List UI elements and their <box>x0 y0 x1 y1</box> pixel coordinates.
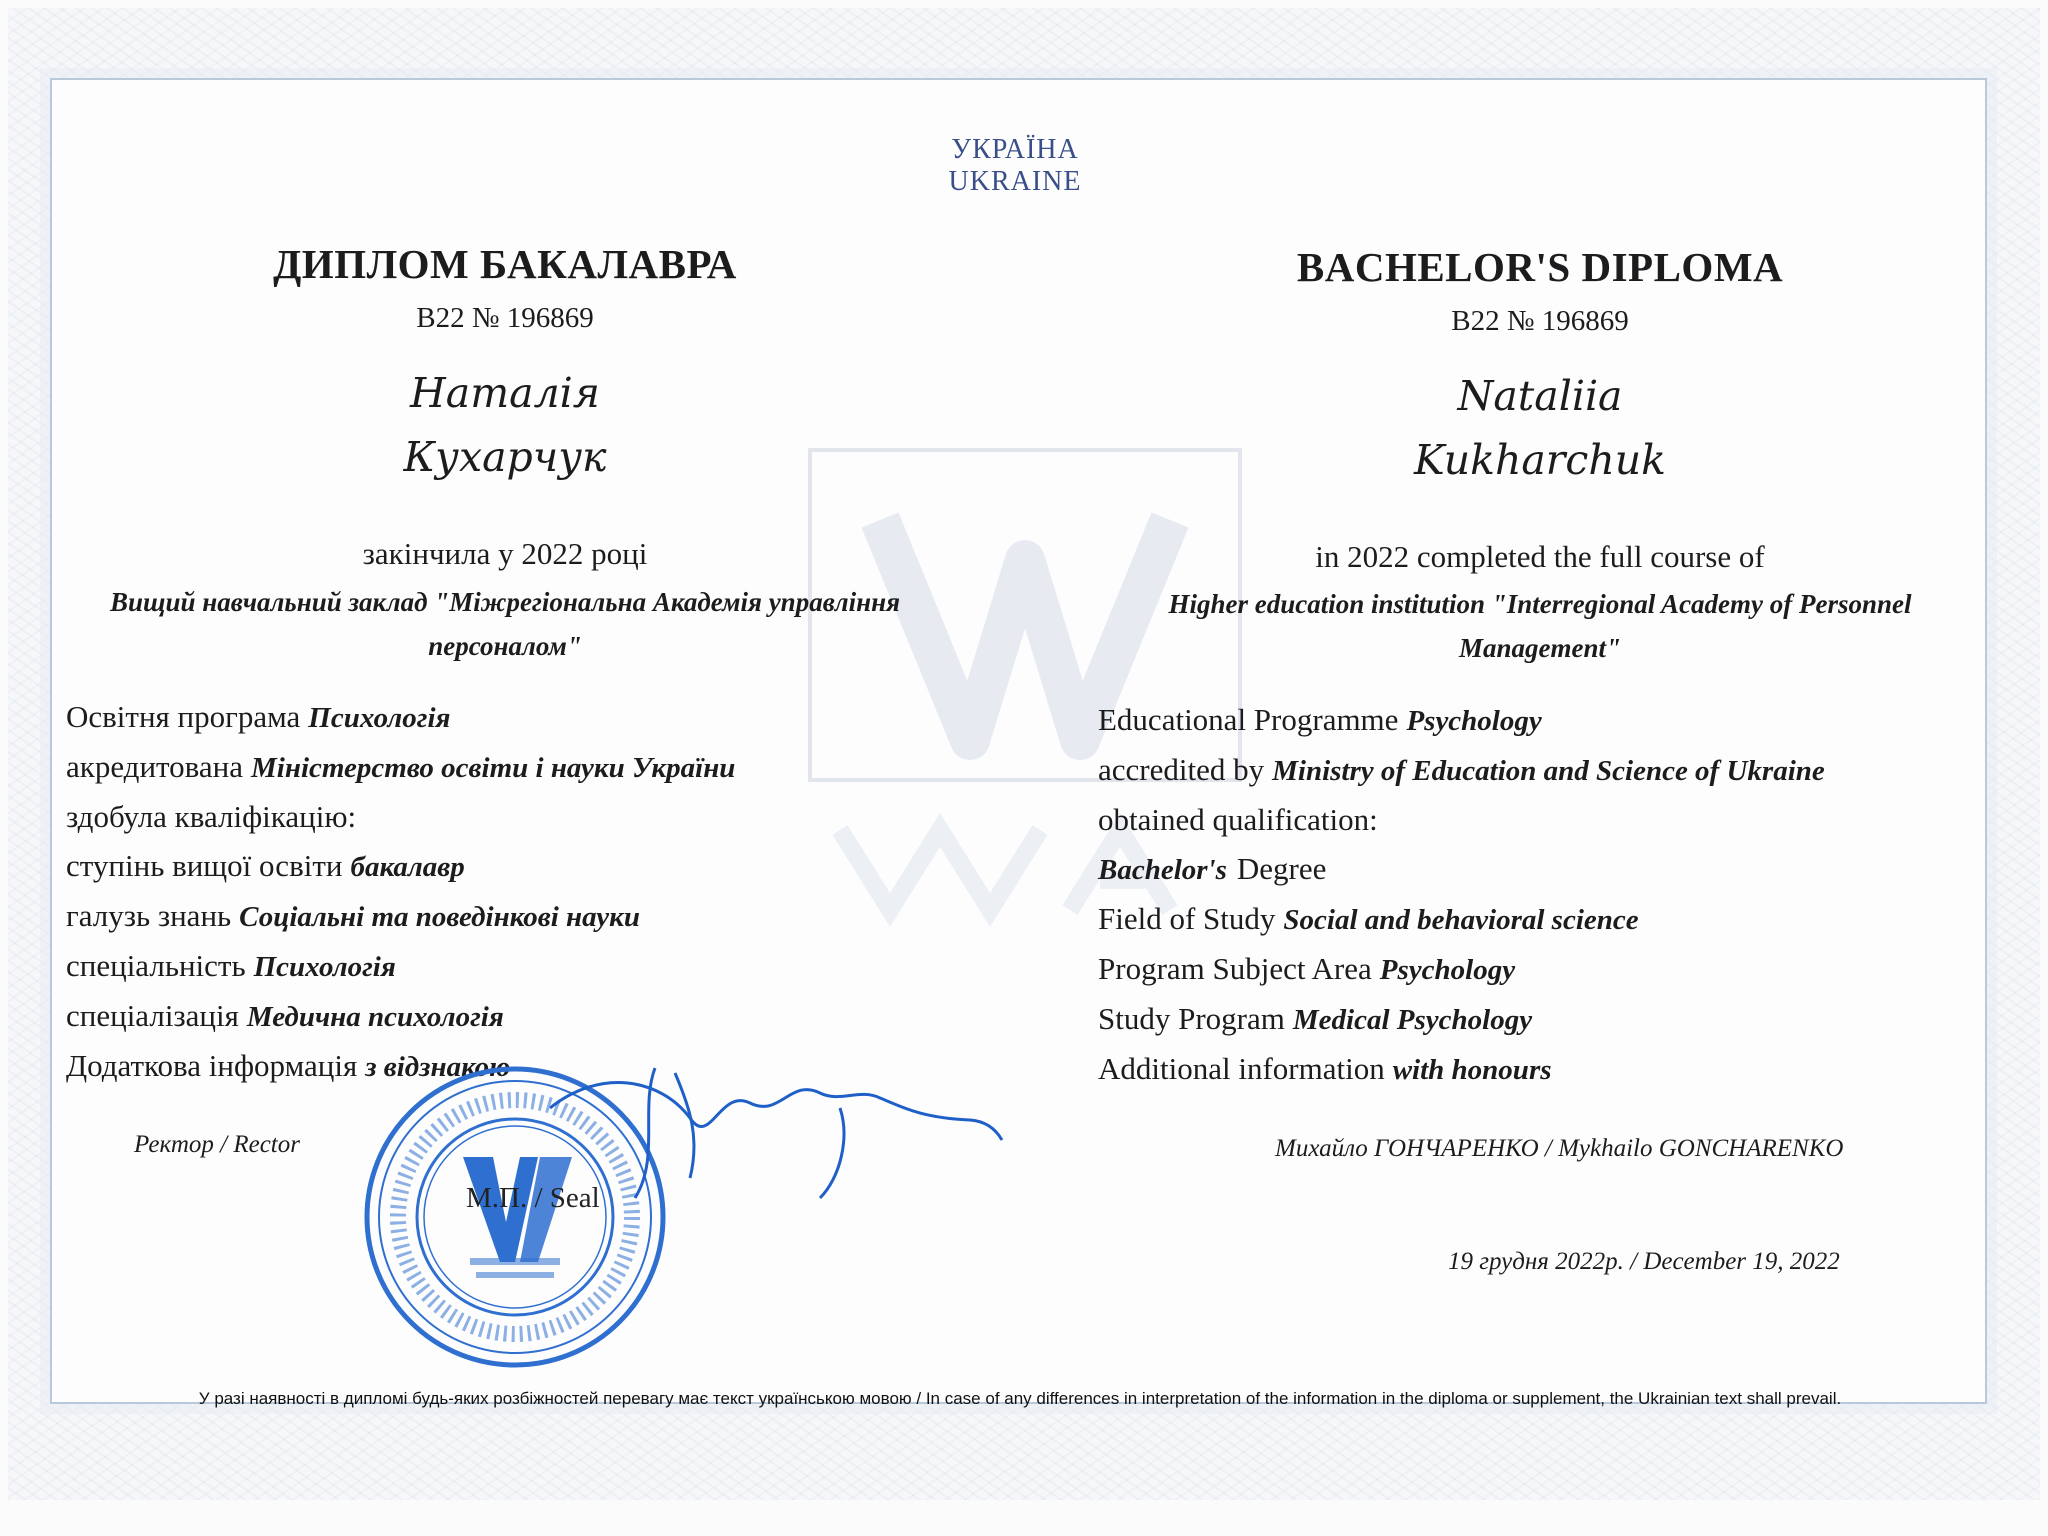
field-row <box>1098 796 1825 846</box>
institution-en: Higher education institution "Interregional Academy of Personnel Management" <box>1168 589 1912 663</box>
field-row <box>1098 696 1825 746</box>
field-value: Медична психологія <box>246 1000 504 1033</box>
field-label: Study Program <box>1098 1000 1285 1036</box>
completed-text-uk: закінчила у 2022 році <box>362 536 648 571</box>
signer-name: Михайло ГОНЧАРЕНКО / Mykhailo GONCHARENKO <box>1275 1135 1844 1162</box>
fields-en <box>1098 696 1825 1094</box>
field-row <box>66 942 735 992</box>
footnote: У разі наявності в дипломі будь-яких розбіжностей перевагу має текст українською мовою / In case of any differences in interpretation of the information in the diploma or supplement, the Ukrainian text shall prevail. <box>198 1389 1842 1408</box>
field-row <box>66 793 735 843</box>
rector-signature <box>540 1048 1010 1208</box>
country-header <box>0 134 2030 198</box>
fields-uk <box>66 693 735 1091</box>
field-row <box>1098 995 1825 1045</box>
field-value: Психологія <box>253 950 396 983</box>
field-row <box>1098 945 1825 995</box>
field-label: Додаткова інформація <box>66 1047 358 1083</box>
field-row <box>66 693 735 743</box>
field-label: спеціалізація <box>66 997 239 1033</box>
diploma-number-uk: B22 № 196869 <box>416 302 594 334</box>
field-label: здобула кваліфікацію: <box>66 798 357 834</box>
completed-text-en: in 2022 completed the full course of <box>1315 539 1765 574</box>
field-label: accredited by <box>1098 751 1265 787</box>
field-label: галузь знань <box>66 898 232 934</box>
last-name-uk: Кухарчук <box>403 433 607 481</box>
field-label: obtained qualification: <box>1098 801 1378 837</box>
field-row <box>1098 1045 1825 1095</box>
field-value: Medical Psychology <box>1292 1003 1533 1036</box>
field-label: Additional information <box>1098 1050 1385 1086</box>
last-name-en: Kukharchuk <box>1413 436 1667 484</box>
field-label: спеціальність <box>66 947 246 983</box>
field-label: Program Subject Area <box>1098 950 1372 986</box>
country-en: UKRAINE <box>948 166 1082 197</box>
field-row <box>66 892 735 942</box>
field-value: Ministry of Education and Science of Ukraine <box>1272 754 1825 787</box>
field-value: with honours <box>1392 1053 1552 1086</box>
field-row <box>1098 746 1825 796</box>
field-value: Психологія <box>308 702 451 734</box>
recipient-name-en <box>1290 364 1790 492</box>
field-value: Соціальні та поведінкові науки <box>239 901 640 934</box>
first-name-uk: Наталія <box>410 369 600 417</box>
diploma-number-en: B22 № 196869 <box>1451 305 1629 337</box>
field-label: Field of Study <box>1098 901 1276 937</box>
seal-label: М.П. / Seal <box>466 1182 600 1214</box>
field-label: Degree <box>1236 851 1327 887</box>
field-label: Освітня програма <box>66 699 301 734</box>
field-row <box>1098 895 1825 945</box>
field-row <box>66 992 735 1042</box>
field-row <box>66 743 735 793</box>
field-label: Educational Programme <box>1098 702 1399 737</box>
institution-uk: Вищий навчальний заклад "Міжрегіональна Академія управління персоналом" <box>109 587 901 661</box>
field-value: з відзнакою <box>365 1050 511 1083</box>
recipient-name-uk <box>255 361 755 489</box>
field-value: бакалавр <box>350 851 465 884</box>
field-value: Psychology <box>1379 953 1516 986</box>
first-name-en: Nataliia <box>1457 372 1623 420</box>
country-uk: УКРАЇНА <box>951 134 1079 165</box>
title-uk: ДИПЛОМ БАКАЛАВРА <box>273 241 737 287</box>
field-value: Social and behavioral science <box>1283 904 1639 937</box>
field-row <box>66 842 735 892</box>
field-value: Bachelor's <box>1098 854 1227 887</box>
field-value: Psychology <box>1406 705 1542 737</box>
field-label: ступінь вищої освіти <box>66 848 343 884</box>
title-en: BACHELOR'S DIPLOMA <box>1296 244 1784 290</box>
field-label: акредитована <box>66 748 244 784</box>
field-row <box>1098 845 1825 895</box>
issue-date: 19 грудня 2022р. / December 19, 2022 <box>1448 1248 1840 1275</box>
rector-label: Ректор / Rector <box>134 1131 300 1158</box>
field-value: Міністерство освіти і науки України <box>251 751 736 784</box>
